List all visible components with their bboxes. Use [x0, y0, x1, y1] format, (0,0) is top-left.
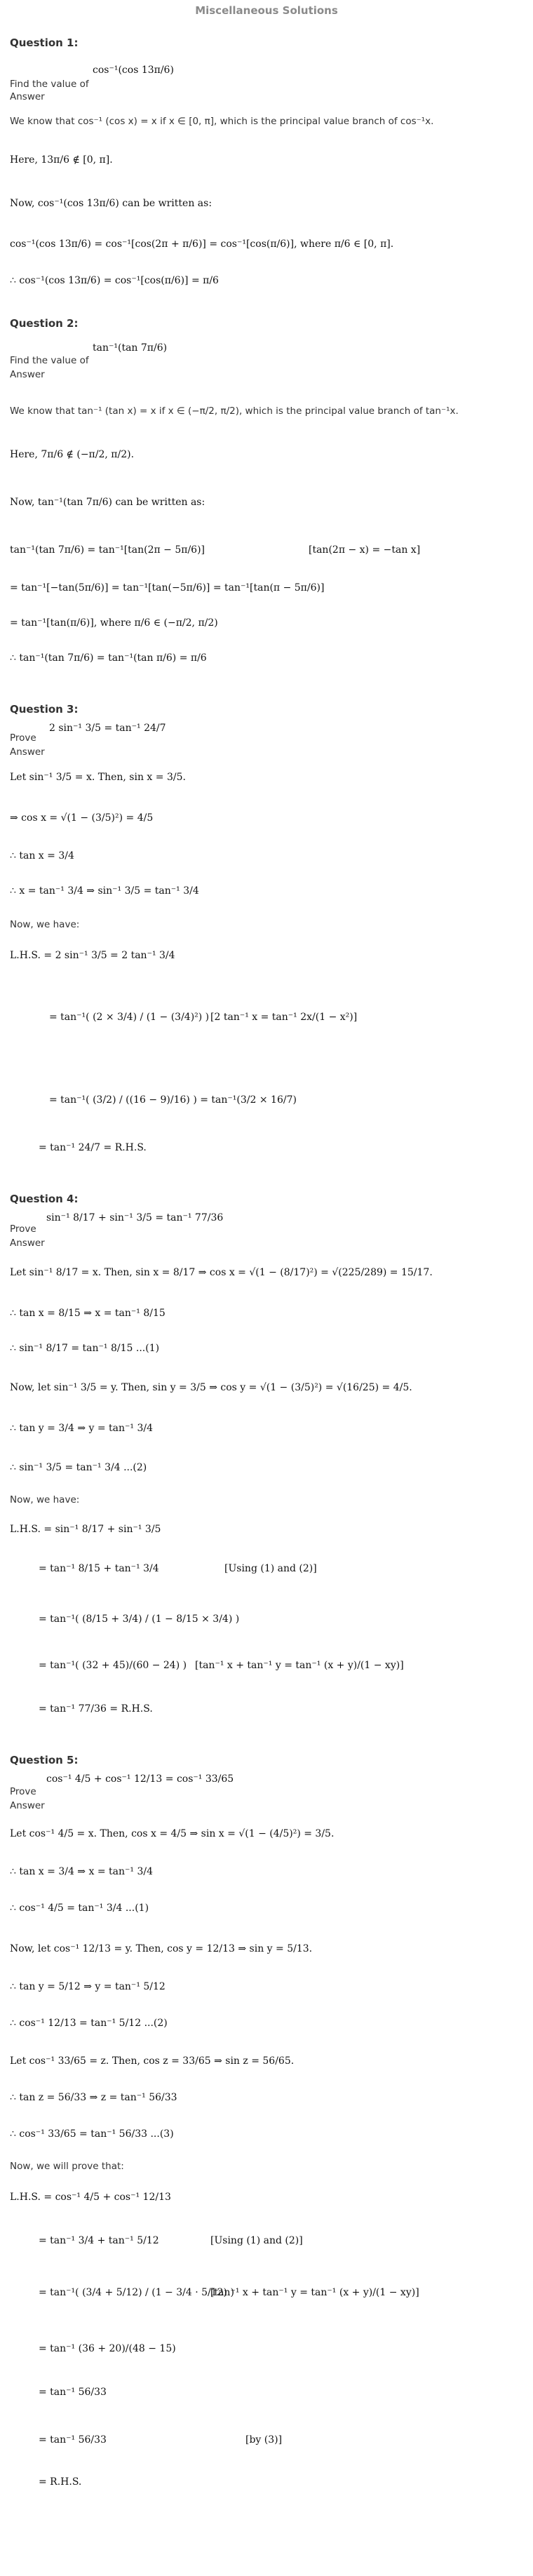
q5-line-9: ∴ cos⁻¹ 33/65 = tan⁻¹ 56/33 ...(3) [10, 2128, 174, 2140]
q2-note: [tan(2π − x) = −tan x] [309, 544, 421, 556]
q1-line-4: cos⁻¹(cos 13π/6) = cos⁻¹[cos(2π + π/6)] = cos⁻¹[cos(π/6)], where π/6 ∈ [0, π]. [10, 239, 394, 250]
q5-line-10: Now, we will prove that: [10, 2161, 124, 2172]
q5-line-11: L.H.S. = cos⁻¹ 4/5 + cos⁻¹ 12/13 [10, 2192, 171, 2203]
q5-answer-label: Answer [10, 1800, 45, 1811]
q4-line-6: ∴ sin⁻¹ 3/5 = tan⁻¹ 3/4 ...(2) [10, 1462, 147, 1473]
q5-line-4: Now, let cos⁻¹ 12/13 = y. Then, cos y = 12/13 ⇒ sin y = 5/13. [10, 1943, 313, 1954]
q5-prove-label: Prove [10, 1786, 36, 1797]
q5-line-17: = R.H.S. [39, 2476, 82, 2488]
q4-note-2: [tan⁻¹ x + tan⁻¹ y = tan⁻¹ (x + y)/(1 − xy)] [195, 1660, 404, 1671]
q4-line-8: L.H.S. = sin⁻¹ 8/17 + sin⁻¹ 3/5 [10, 1524, 161, 1535]
q1-line-5: ∴ cos⁻¹(cos 13π/6) = cos⁻¹[cos(π/6)] = π/6 [10, 275, 219, 286]
q5-prove-expr: cos⁻¹ 4/5 + cos⁻¹ 12/13 = cos⁻¹ 33/65 [46, 1773, 234, 1785]
q2-task-expr: tan⁻¹(tan 7π/6) [93, 342, 168, 354]
q3-prove-expr: 2 sin⁻¹ 3/5 = tan⁻¹ 24/7 [49, 723, 166, 734]
q1-line-1: We know that cos⁻¹ (cos x) = x if x ∈ [0, π], which is the principal value branch of cos⁻¹x. [10, 116, 434, 127]
question-3-title: Question 3: [10, 703, 79, 716]
q5-line-12: = tan⁻¹ 3/4 + tan⁻¹ 5/12 [39, 2235, 159, 2246]
q4-line-3: ∴ sin⁻¹ 8/17 = tan⁻¹ 8/15 ...(1) [10, 1343, 160, 1354]
q3-line-8: = tan⁻¹( (3/2) / ((16 − 9)/16) ) = tan⁻¹(3/2 × 16/7) [49, 1094, 297, 1106]
q4-line-11: = tan⁻¹( (32 + 45)/(60 − 24) ) [39, 1660, 187, 1671]
q3-line-1: Let sin⁻¹ 3/5 = x. Then, sin x = 3/5. [10, 772, 186, 783]
q4-answer-label: Answer [10, 1237, 45, 1249]
q4-prove-expr: sin⁻¹ 8/17 + sin⁻¹ 3/5 = tan⁻¹ 77/36 [46, 1212, 224, 1223]
q2-line-2: Here, 7π/6 ∉ (−π/2, π/2). [10, 449, 135, 460]
q3-line-9: = tan⁻¹ 24/7 = R.H.S. [39, 1142, 147, 1153]
q1-line-3: Now, cos⁻¹(cos 13π/6) can be written as: [10, 198, 212, 209]
question-1-title: Question 1: [10, 36, 79, 49]
q4-line-2: ∴ tan x = 8/15 ⇒ x = tan⁻¹ 8/15 [10, 1308, 166, 1319]
question-2-title: Question 2: [10, 317, 79, 330]
q4-line-12: = tan⁻¹ 77/36 = R.H.S. [39, 1703, 153, 1715]
q4-line-1: Let sin⁻¹ 8/17 = x. Then, sin x = 8/17 ⇒ cos x = √(1 − (8/17)²) = √(225/289) = 15/17. [10, 1267, 433, 1278]
q3-prove-label: Prove [10, 732, 36, 744]
q2-line-3: Now, tan⁻¹(tan 7π/6) can be written as: [10, 497, 205, 508]
q1-task-expr: cos⁻¹(cos 13π/6) [93, 65, 174, 76]
q4-prove-label: Prove [10, 1223, 36, 1235]
q5-line-16: = tan⁻¹ 56/33 [39, 2434, 107, 2446]
q3-answer-label: Answer [10, 746, 45, 758]
q3-line-7: = tan⁻¹( (2 × 3/4) / (1 − (3/4)²) ) [49, 1012, 210, 1023]
q2-line-1: We know that tan⁻¹ (tan x) = x if x ∈ (−π/2, π/2), which is the principal value branch of tan⁻¹x. [10, 405, 459, 417]
q5-line-5: ∴ tan y = 5/12 ⇒ y = tan⁻¹ 5/12 [10, 1981, 166, 1992]
q5-line-14: = tan⁻¹ (36 + 20)/(48 − 15) [39, 2343, 176, 2354]
q5-line-1: Let cos⁻¹ 4/5 = x. Then, cos x = 4/5 ⇒ sin x = √(1 − (4/5)²) = 3/5. [10, 1828, 335, 1839]
page-header: Miscellaneous Solutions [195, 4, 338, 17]
q2-task-label: Find the value of [10, 355, 89, 366]
q1-task-label: Find the value of [10, 79, 89, 90]
q3-note: [2 tan⁻¹ x = tan⁻¹ 2x/(1 − x²)] [210, 1012, 358, 1023]
q5-note-2: [tan⁻¹ x + tan⁻¹ y = tan⁻¹ (x + y)/(1 − xy)] [210, 2287, 419, 2298]
q2-line-6: = tan⁻¹[tan(π/6)], where π/6 ∈ (−π/2, π/2) [10, 617, 218, 629]
q3-line-6: L.H.S. = 2 sin⁻¹ 3/5 = 2 tan⁻¹ 3/4 [10, 950, 175, 961]
q1-answer-label: Answer [10, 91, 45, 102]
q2-line-7: ∴ tan⁻¹(tan 7π/6) = tan⁻¹(tan π/6) = π/6 [10, 652, 207, 664]
q5-line-6: ∴ cos⁻¹ 12/13 = tan⁻¹ 5/12 ...(2) [10, 2018, 168, 2029]
q2-line-4: tan⁻¹(tan 7π/6) = tan⁻¹[tan(2π − 5π/6)] [10, 544, 205, 556]
q2-line-5: = tan⁻¹[−tan(5π/6)] = tan⁻¹[tan(−5π/6)] = tan⁻¹[tan(π − 5π/6)] [10, 582, 325, 593]
q5-line-8: ∴ tan z = 56/33 ⇒ z = tan⁻¹ 56/33 [10, 2092, 177, 2103]
q4-line-9: = tan⁻¹ 8/15 + tan⁻¹ 3/4 [39, 1563, 159, 1574]
q4-line-4: Now, let sin⁻¹ 3/5 = y. Then, sin y = 3/5 ⇒ cos y = √(1 − (3/5)²) = √(16/25) = 4/5. [10, 1382, 412, 1393]
q4-line-7: Now, we have: [10, 1494, 80, 1505]
q5-line-15: = tan⁻¹ 56/33 [39, 2387, 107, 2398]
q5-line-13: = tan⁻¹( (3/4 + 5/12) / (1 − 3/4 · 5/12) ) [39, 2287, 234, 2298]
q5-note-3: [by (3)] [245, 2434, 283, 2446]
q4-line-5: ∴ tan y = 3/4 ⇒ y = tan⁻¹ 3/4 [10, 1423, 154, 1434]
q5-line-2: ∴ tan x = 3/4 ⇒ x = tan⁻¹ 3/4 [10, 1866, 153, 1877]
q3-line-2: ⇒ cos x = √(1 − (3/5)²) = 4/5 [10, 812, 154, 824]
q5-line-3: ∴ cos⁻¹ 4/5 = tan⁻¹ 3/4 ...(1) [10, 1903, 149, 1914]
q5-note-1: [Using (1) and (2)] [210, 2235, 303, 2246]
q3-line-4: ∴ x = tan⁻¹ 3/4 ⇒ sin⁻¹ 3/5 = tan⁻¹ 3/4 [10, 885, 199, 897]
q2-answer-label: Answer [10, 369, 45, 380]
question-4-title: Question 4: [10, 1193, 79, 1205]
q3-line-5: Now, we have: [10, 919, 80, 930]
question-5-title: Question 5: [10, 1754, 79, 1766]
q5-line-7: Let cos⁻¹ 33/65 = z. Then, cos z = 33/65 ⇒ sin z = 56/65. [10, 2055, 295, 2067]
q3-line-3: ∴ tan x = 3/4 [10, 850, 74, 861]
q4-line-10: = tan⁻¹( (8/15 + 3/4) / (1 − 8/15 × 3/4) ) [39, 1614, 240, 1625]
q1-line-2: Here, 13π/6 ∉ [0, π]. [10, 154, 113, 166]
q4-note-1: [Using (1) and (2)] [224, 1563, 317, 1574]
